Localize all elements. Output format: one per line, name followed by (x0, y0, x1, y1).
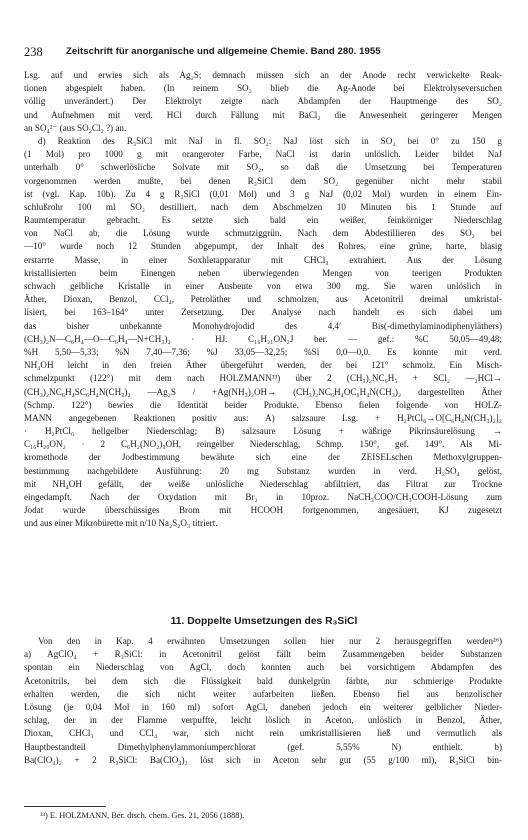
text-line: · H₂PtCl₆ hellgelber Niederschlag; B) salzsaure Lösung + wäßrige Pikrinsäurelösung → (24, 426, 502, 437)
main-text-block (24, 69, 502, 531)
text-line: (Schmp. 122°) bewies die Identität beider Produkte. Ebenso fielen folgende von HOLZ- (24, 399, 502, 410)
text-line: Lösung (je 0,04 Mol in 160 ml) sofort AgCl, daneben jedoch ein weiterer gelblicher Nieder- (24, 701, 502, 712)
formula-line: MANN angegebenen Reaktionen positiv aus: A) salzsaure Lsg. + H₂PtCl₆→O[C₆H₄N(CH₃)₂]₂ (24, 412, 502, 423)
formula-line: (CH₃)₂NC₆H₄SC₆H₄N(CH₃)₂ —Ag₂S / +Ag(NH₃)₂OH→ (CH₃)₂NC₆H₄OC₆H₄N(CH₃)₂ dargestellten Äther (24, 386, 502, 397)
running-head (24, 44, 502, 60)
text-line: spontan ein Niederschlag von AgCl, doch konnten auch bei vorsichtigem Abdampfen des (24, 662, 502, 673)
text-line: an SO₄²⁻ (aus SO₂Cl₂ ?) an. (24, 122, 127, 133)
text-line: (1 Mol) pro 1000 g mit orangeroter Farbe, NaCl ist darin unlöslich. Leider bildet NaJ (24, 149, 502, 160)
text-line: Acetonitrils, bei dem sich die Flüssigkeit bald dunkelgrün färbte, nur schmierige Produkte (24, 675, 502, 686)
section-text-block (24, 635, 502, 767)
text-line: schlußrohr 100 ml SO₂ destilliert, nach dem Abschmelzen 10 Minuten bis 1 Stunde auf (24, 201, 502, 212)
text-line: und aus einer Mikrobürette mit n/10 Na₂S₂O₃ titriert. (24, 518, 218, 529)
text-line: %H 5,50—5,33; %N 7,40—7,36; %J 33,05—32,25; %Si 0,0—0,0. Es konnte mit verd. (24, 346, 502, 357)
text-line: lisiert, bei 163–164° unter Zersetzung. Der Analyse nach handelt es sich dabei um (24, 307, 502, 318)
text-line: Raumtemperatur gebracht. Es setzte sich bald ein weißer, feinkörniger Niederschlag (24, 215, 502, 226)
text-line: bestimmung nachgebildete Ausführung: 20 mg Substanz wurden in verd. H₂SO₄ gelöst, (24, 465, 502, 476)
text-line: ist (vgl. Kap. 10b). Zu 4 g R₃SiCl (0,01 Mol) und 3 g NaJ (0,02 Mol) wurden in einem Ein- (24, 188, 502, 199)
text-line: das bisher unbekannte Monohydrojodid des 4,4′ Bis(-dimethylaminodiphenyläthers) (24, 320, 502, 331)
text-line: Ba(ClO₄)₂ + 2 R₃SiCl: Ba(ClO₄)₂ löst sich in Aceton sehr gut (55 g/100 ml), R₃SiCl bin- (24, 754, 502, 765)
text-line: Von den in Kap. 4 erwähnten Umsetzungen sollen hier nur 2 herausgegriffen werden²⁶) (38, 636, 502, 646)
text-line: von NaCl ab, die Lösung wurde schmutziggrün. Nach dem Abdestillieren des SO₂ bei (24, 228, 502, 239)
text-line: NH₄OH leicht in den freien Äther übergeführt werden, der bei 121° schmolz. Ein Misch- (24, 360, 502, 371)
text-line: d) Reaktion des R₃SiCl mit NaJ in fl. SO₂: NaJ löst sich in SO₂ bei 0° zu 150 g (38, 135, 502, 146)
text-line: Dioxan, CHCl₃ und CCl₄ war, sich nicht rein umkristallisieren ließ und vermutlich als (24, 728, 502, 739)
text-line: Lsg. auf und erwies sich als Ag₂S; demnach müssen sich an der Anode recht verwickelte Reak- (24, 70, 502, 80)
footnote-divider (24, 806, 106, 807)
text-line: tionen abgespielt haben. (In reinem SO₂ blieb die Ag-Anode bei Elektrolyseversuchen (24, 83, 502, 94)
text-line: kromethode der Jodbestimmung bewährte sich eine der ZEISELschen Methoxylgruppen- (24, 452, 502, 463)
page-number: 238 (24, 45, 43, 59)
text-line: a) AgClO₄ + R₃SiCl: in Acetonitril gelöst fällt beim Zusammengeben beider Substanzen (24, 649, 502, 660)
journal-title: Zeitschrift für anorganische und allgemeine Chemie. Band 280. 1955 (66, 46, 381, 57)
text-line: Äther, Dioxan, Benzol, CCl₄, Petroläther und schmolzen, aus Acetonitril dreimal umkristal- (24, 294, 502, 305)
text-line: vorgenommen werden mußte, bei denen R₃SiCl dem SO₂ gegenüber nicht mehr stabil (24, 175, 502, 186)
text-line: mit NH₄OH gefällt, der weiße unlösliche Niederschlag abfiltriert, das Filtrat zur Trockne (24, 478, 502, 489)
text-line: völlig unverändert.) Der Elektrolyt zeigte nach Abdampfen der Hauptmenge des SO₂ (24, 96, 502, 107)
text-line: Hauptbestandteil Dimethylphenylammoniumperchlorat (gef. 5,55% N) enthielt. b) (24, 741, 502, 752)
text-line: schwach gelbliche Kristalle in einer Ausbeute von etwa 300 mg. Sie waren unlöslich in (24, 281, 502, 291)
text-line: schlag, der in der Flamme verpuffte, leicht löslich in Aceton, unlöslich in Benzol, Äther, (24, 715, 502, 726)
text-line: unterhalb 0° schwerlösliche Solvate mit SO₂, so daß die Umsetzung bei Temperaturen (24, 162, 502, 173)
text-line: erhalten werden, die sich nicht weiter aufarbeiten ließen. Ebenso fiel aus benzolischer (24, 688, 502, 699)
text-line: Jodat wurde überschüssiges Brom mit HCOOH fortgenommen, angesäuert, KJ zugesetzt (24, 505, 502, 516)
footnote: ³³) E. HOLZMANN, Ber. dtsch. chem. Ges. 21, 2056 (1888). (40, 811, 245, 820)
text-line: —10° wurde noch 12 Stunden abgepumpt, der Inhalt des Rohres, eine grüne, harte, blasig (24, 241, 502, 252)
formula-line: C₁₆H₂₀ON₂ · 2 C₆H₂(NO₂)₃OH, reingelber Niederschlag, Schmp. 150°, gef. 149°. Als Mi- (24, 439, 502, 450)
formula-line: (CH₃)₂N—C₆H₄—O—C₆H₄—N+CH₃)₂ · HJ. C₁₆H₂₁ON₂J ber. — gef.: %C 50,05—49,48; (24, 333, 502, 344)
text-line: erstarrte Masse, in einer Soxhletapparatur mit CHCl₃ extrahiert. Aus der Lösung (24, 254, 502, 265)
section-heading: 11. Doppelte Umsetzungen des R₃SiCl (170, 616, 358, 627)
text-line: kristallisierten beim Einengen neben überwiegenden Mengen von teerigen Produkten (24, 267, 502, 278)
text-line: und Aufnehmen mit verd. HCl durch Fällung mit BaCl₂ die Anwesenheit geringerer Mengen (24, 109, 502, 120)
formula-line: schmelzpunkt (122°) mit dem nach HOLZMANN³³) über 2 (CH₃)₂NC₆H₅ + SCl₂ —₂HCl→ (24, 373, 502, 384)
text-line: eingedampft. Nach der Oxydation mit Br₂ in 10proz. NaCH₃COO/CH₃COOH-Lösung zum (24, 492, 502, 502)
